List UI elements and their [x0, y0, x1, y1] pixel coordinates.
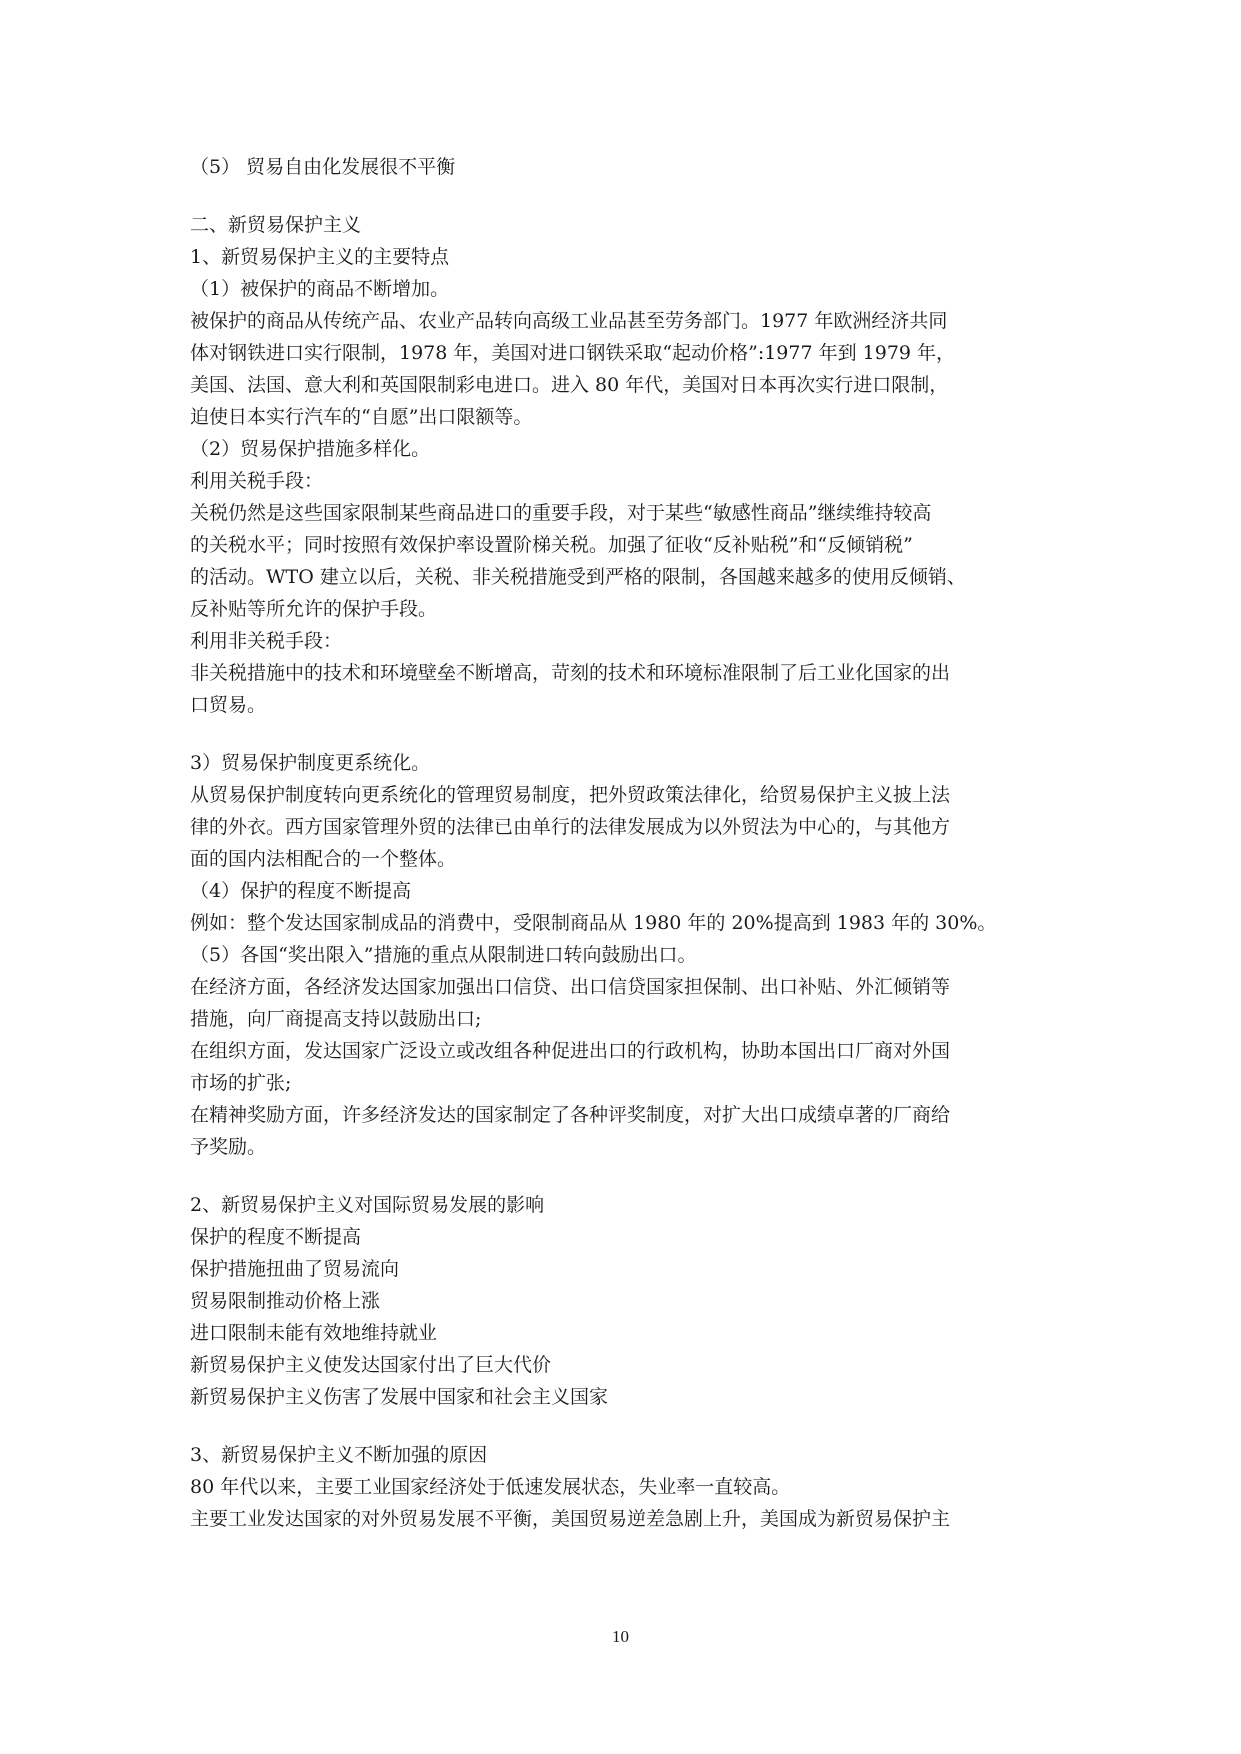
list-item: （2）贸易保护措施多样化。 — [190, 438, 431, 460]
paragraph-line: 口贸易。 — [190, 694, 267, 716]
body-text — [190, 151, 1060, 1535]
paragraph-line: 的关税水平；同时按照有效保护率设置阶梯关税。加强了征收“反补贴税”和“反倾销税” — [190, 534, 913, 556]
paragraph-gap — [190, 183, 1060, 209]
section-heading: 二、新贸易保护主义 — [190, 214, 362, 236]
paragraph-line: 律的外衣。西方国家管理外贸的法律已由单行的法律发展成为以外贸法为中心的，与其他方 — [190, 816, 951, 838]
list-item: （5）各国“奖出限入”措施的重点从限制进口转向鼓励出口。 — [190, 944, 697, 966]
paragraph-line: 市场的扩张; — [190, 1072, 292, 1094]
list-item: 保护的程度不断提高 — [190, 1226, 362, 1248]
paragraph-line: 利用非关税手段： — [190, 630, 343, 652]
paragraph-line: 反补贴等所允许的保护手段。 — [190, 598, 438, 620]
paragraph-line: 关税仍然是这些国家限制某些商品进口的重要手段，对于某些“敏感性商品”继续维持较高 — [190, 502, 932, 524]
paragraph-line: 予奖励。 — [190, 1136, 267, 1158]
paragraph-line: 非关税措施中的技术和环境壁垒不断增高，苛刻的技术和环境标准限制了后工业化国家的出 — [190, 662, 951, 684]
page-number: 10 — [612, 1627, 629, 1646]
paragraph-line: 在经济方面，各经济发达国家加强出口信贷、出口信贷国家担保制、出口补贴、外汇倾销等 — [190, 976, 951, 998]
paragraph-gap — [190, 1163, 1060, 1189]
paragraph-line: 美国、法国、意大利和英国限制彩电进口。进入 80 年代，美国对日本再次实行进口限制， — [190, 374, 949, 396]
subsection-heading: 2、新贸易保护主义对国际贸易发展的影响 — [190, 1194, 545, 1216]
paragraph-line: 迫使日本实行汽车的“自愿”出口限额等。 — [190, 406, 533, 428]
paragraph-line: 80 年代以来，主要工业国家经济处于低速发展状态，失业率一直较高。 — [190, 1476, 791, 1498]
paragraph-line: 体对钢铁进口实行限制，1978 年，美国对进口钢铁采取“起动价格”:1977 年到 1979 年， — [190, 342, 956, 364]
paragraph-line: 在精神奖励方面，许多经济发达的国家制定了各种评奖制度，对扩大出口成绩卓著的厂商给 — [190, 1104, 951, 1126]
paragraph-gap — [190, 721, 1060, 747]
list-item: 新贸易保护主义伤害了发展中国家和社会主义国家 — [190, 1386, 609, 1408]
list-item: （5） 贸易自由化发展很不平衡 — [190, 156, 456, 178]
subsection-heading: 3、新贸易保护主义不断加强的原因 — [190, 1444, 488, 1466]
list-item: 贸易限制推动价格上涨 — [190, 1290, 381, 1312]
paragraph-line: 被保护的商品从传统产品、农业产品转向高级工业品甚至劳务部门。1977 年欧洲经济共同 — [190, 310, 948, 332]
list-item: 3）贸易保护制度更系统化。 — [190, 752, 431, 774]
paragraph-line: 例如：整个发达国家制成品的消费中，受限制商品从 1980 年的 20%提高到 1983 年的 30%。 — [190, 912, 997, 934]
list-item: （1）被保护的商品不断增加。 — [190, 278, 450, 300]
list-item: 保护措施扭曲了贸易流向 — [190, 1258, 400, 1280]
paragraph-line: 从贸易保护制度转向更系统化的管理贸易制度，把外贸政策法律化，给贸易保护主义披上法 — [190, 784, 951, 806]
paragraph-line: 利用关税手段： — [190, 470, 324, 492]
paragraph-gap — [190, 1413, 1060, 1439]
paragraph-line: 的活动。WTO 建立以后，关税、非关税措施受到严格的限制，各国越来越多的使用反倾销、 — [190, 566, 966, 588]
paragraph-line: 面的国内法相配合的一个整体。 — [190, 848, 457, 870]
subsection-heading: 1、新贸易保护主义的主要特点 — [190, 246, 450, 268]
paragraph-line: 在组织方面，发达国家广泛设立或改组各种促进出口的行政机构，协助本国出口厂商对外国 — [190, 1040, 951, 1062]
paragraph-line: 主要工业发达国家的对外贸易发展不平衡，美国贸易逆差急剧上升，美国成为新贸易保护主 — [190, 1508, 951, 1530]
paragraph-line: 措施，向厂商提高支持以鼓励出口; — [190, 1008, 482, 1030]
list-item: 进口限制未能有效地维持就业 — [190, 1322, 438, 1344]
list-item: （4）保护的程度不断提高 — [190, 880, 412, 902]
list-item: 新贸易保护主义使发达国家付出了巨大代价 — [190, 1354, 552, 1376]
